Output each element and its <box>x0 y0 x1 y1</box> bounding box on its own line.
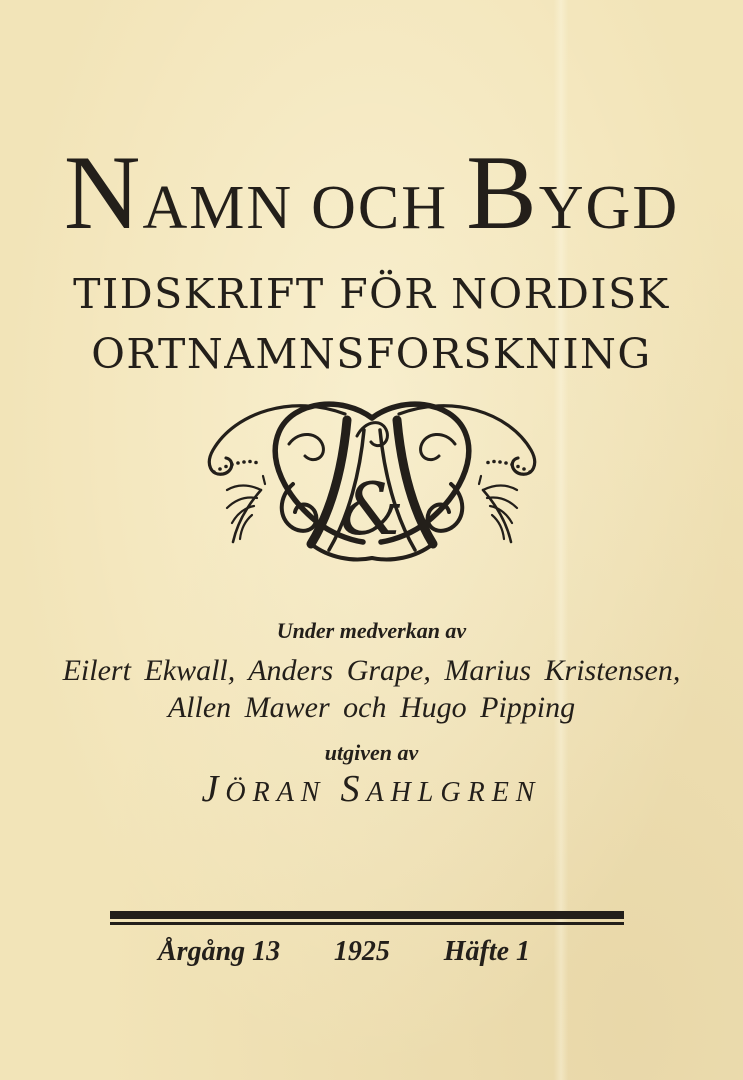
volume-label: Årgång 13 <box>158 936 281 967</box>
issue-label: Häfte 1 <box>443 936 530 967</box>
title-rest-amn: AMN <box>142 174 294 242</box>
publisher-preamble: utgiven av <box>324 740 419 765</box>
issue-line <box>110 936 624 968</box>
year-label: 1925 <box>333 936 390 967</box>
title-initial-b: B <box>466 134 539 251</box>
journal-subtitle <box>0 264 743 384</box>
footer-rule-thick <box>110 911 624 919</box>
journal-title <box>0 134 743 251</box>
title-rest-ygd: YGD <box>538 174 680 242</box>
publisher-rest-ahlgren: AHLGREN <box>366 777 542 808</box>
subtitle-line-2: ORTNAMNSFORSKNING <box>91 330 652 378</box>
contributors-line-1: Eilert Ekwall, Anders Grape, Marius Kristensen, <box>62 654 681 687</box>
contributors-names <box>0 652 743 726</box>
publisher-name <box>0 770 743 808</box>
publisher-initial-s: S <box>340 768 367 810</box>
monogram-ampersand: & <box>339 467 404 551</box>
publisher-initial-j: J <box>201 768 226 810</box>
publisher-rest-oran: ÖRAN <box>225 777 327 808</box>
contributors-line-2: Allen Mawer och Hugo Pipping <box>167 691 576 724</box>
intertwined-monogram-icon <box>197 392 547 577</box>
subtitle-line-1: TIDSKRIFT FÖR NORDISK <box>73 270 670 318</box>
footer-rule-thin <box>110 922 624 925</box>
contributors-preamble: Under medverkan av <box>276 618 467 643</box>
title-och: OCH <box>311 174 449 242</box>
title-initial-n: N <box>63 134 143 251</box>
